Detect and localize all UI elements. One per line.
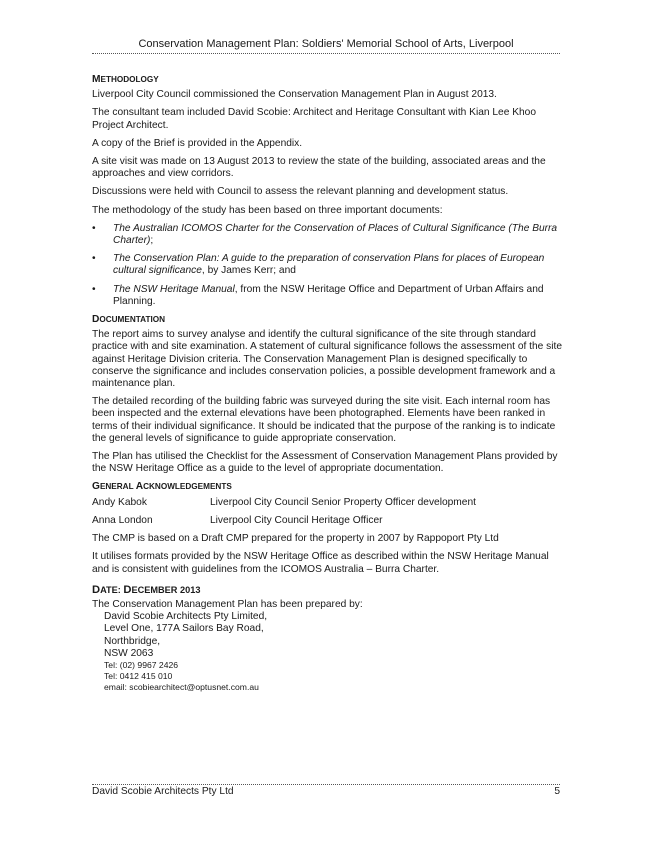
prepared-by-intro: The Conservation Management Plan has been prepared by: <box>92 598 363 610</box>
documentation-paragraph: The detailed recording of the building fabric was surveyed during the site visit. Each internal room has been inspected and the external elevations have been photographed. Elements have been ranked in terms of their individual significance. It should be indicated that the purpose of the ranking is to indicate the general levels of significance to guide appropriate conservation. <box>92 396 556 444</box>
list-item <box>92 284 562 308</box>
address-block <box>92 611 562 693</box>
heading-rest: ECEMBER 2013 <box>131 584 201 595</box>
date-heading <box>92 584 562 596</box>
phone-line: Tel: (02) 9967 2426 <box>104 659 179 670</box>
heading-rest: ETHODOLOGY <box>100 75 159 84</box>
methodology-paragraph: Discussions were held with Council to assess the relevant planning and development status. <box>92 186 509 198</box>
address-line: NSW 2063 <box>104 647 154 659</box>
methodology-paragraph: The methodology of the study has been based on three important documents: <box>92 204 443 216</box>
document-detail: , from the NSW Heritage Office and Department of Urban Affairs and Planning. <box>113 283 544 307</box>
page-header: Conservation Management Plan: Soldiers' Memorial School of Arts, Liverpool <box>92 38 560 54</box>
phone-line: Tel: 0412 415 010 <box>104 670 173 681</box>
list-item <box>92 223 562 247</box>
heading-initial: A <box>135 481 144 493</box>
document-detail: , by James Kerr; and <box>201 265 296 277</box>
heading-initial: D <box>92 583 101 596</box>
acknowledgement-row <box>92 515 562 527</box>
documents-list <box>92 223 562 308</box>
heading-initial: D <box>123 583 132 596</box>
acknowledgements-paragraph: It utilises formats provided by the NSW Heritage Office as described within the NSW Heritage Manual and is consistent with guidelines from the ICOMOS Australia – Burra Charter. <box>92 551 549 575</box>
page-footer <box>92 784 560 798</box>
methodology-paragraph: Liverpool City Council commissioned the Conservation Management Plan in August 2013. <box>92 89 497 101</box>
document-title: The Australian ICOMOS Charter for the Conservation of Places of Cultural Significance (The Burra Charter) <box>113 222 558 247</box>
methodology-heading <box>92 74 562 86</box>
person-role: Liverpool City Council Heritage Officer <box>210 514 383 526</box>
email-line: email: scobiearchitect@optusnet.com.au <box>104 681 259 692</box>
address-line: Northbridge, <box>104 635 161 647</box>
documentation-heading <box>92 314 562 326</box>
heading-initial: M <box>92 74 101 85</box>
bullet-icon: • <box>92 222 96 234</box>
person-name: Andy Kabok <box>92 496 147 508</box>
acknowledgement-row <box>92 497 562 509</box>
page-number: 5 <box>554 786 560 797</box>
methodology-paragraph: The consultant team included David Scobie: Architect and Heritage Consultant with Kian Lee Khoo Project Architect. <box>92 107 536 131</box>
page-content <box>92 74 562 693</box>
document-detail: ; <box>150 235 154 247</box>
heading-rest: CKNOWLEDGEMENTS <box>143 482 232 492</box>
footer-company: David Scobie Architects Pty Ltd <box>92 786 234 797</box>
documentation-paragraph: The report aims to survey analyse and identify the cultural significance of the site through standard practice with and site examination. A statement of cultural significance follows the assessment of the site against Heritage Division criteria. The Conservation Management Plan is designed specifically to conserve the significance and includes conservation policies, a possible development framework and a maintenance plan. <box>92 329 562 390</box>
person-name: Anna London <box>92 514 153 526</box>
heading-initial: D <box>92 314 100 326</box>
heading-rest: ATE: <box>100 584 124 595</box>
bullet-icon: • <box>92 253 96 265</box>
heading-rest: OCUMENTATION <box>99 315 166 325</box>
list-item <box>92 253 562 277</box>
documentation-paragraph: The Plan has utilised the Checklist for the Assessment of Conservation Management Plans provided by the NSW Heritage Office as a guide to the level of appropriate documentation. <box>92 451 558 475</box>
acknowledgements-heading <box>92 481 562 493</box>
document-title: The Conservation Plan: A guide to the preparation of conservation Plans for places of European cultural significance <box>113 253 545 277</box>
person-role: Liverpool City Council Senior Property Officer development <box>210 496 476 508</box>
methodology-paragraph: A site visit was made on 13 August 2013 to review the state of the building, associated areas and the approaches and view corridors. <box>92 156 546 180</box>
heading-rest: ENERAL <box>99 482 136 492</box>
address-line: Level One, 177A Sailors Bay Road, <box>104 623 264 635</box>
address-line: David Scobie Architects Pty Limited, <box>104 611 268 623</box>
methodology-paragraph: A copy of the Brief is provided in the Appendix. <box>92 137 303 149</box>
document-title: The NSW Heritage Manual <box>113 283 235 295</box>
heading-initial: G <box>92 481 100 493</box>
bullet-icon: • <box>92 283 96 295</box>
acknowledgements-paragraph: The CMP is based on a Draft CMP prepared for the property in 2007 by Rappoport Pty Ltd <box>92 533 499 545</box>
